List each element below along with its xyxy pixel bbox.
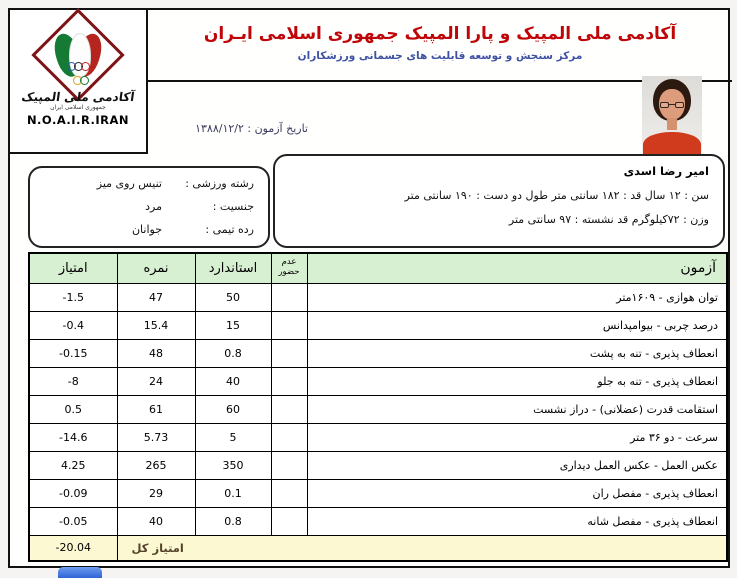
- test-name-cell: انعطاف پذیری - مفصل ران: [307, 479, 727, 507]
- test-name-cell: انعطاف پذیری - تنه به جلو: [307, 367, 727, 395]
- absence-cell: [271, 423, 307, 451]
- standard-cell: 40: [195, 367, 271, 395]
- score-cell: 265: [117, 451, 195, 479]
- column-header-test: آزمون: [307, 253, 727, 283]
- score-cell: 47: [117, 283, 195, 311]
- taskbar-button-fragment[interactable]: [58, 567, 102, 578]
- score-cell: 48: [117, 339, 195, 367]
- test-name-cell: انعطاف پذیری - مفصل شانه: [307, 507, 727, 535]
- table-row: [29, 339, 727, 367]
- page-subtitle: مرکز سنجش و توسعه قابلیت های جسمانی ورزشکاران: [297, 50, 583, 62]
- test-name-cell: توان هوازی - ۱۶۰۹متر: [307, 283, 727, 311]
- field-sport: [38, 177, 254, 190]
- points-cell: -0.15: [29, 339, 117, 367]
- absence-cell: [271, 451, 307, 479]
- table-row: [29, 311, 727, 339]
- field-team-category: [38, 223, 254, 236]
- total-score-value: -20.04: [29, 535, 117, 561]
- logo-latin-acronym: N.O.A.I.R.IRAN: [26, 113, 130, 127]
- score-cell: 40: [117, 507, 195, 535]
- points-cell: 4.25: [29, 451, 117, 479]
- test-results-table: [28, 252, 728, 562]
- standard-cell: 60: [195, 395, 271, 423]
- score-cell: 15.4: [117, 311, 195, 339]
- points-cell: -1.5: [29, 283, 117, 311]
- table-row: [29, 367, 727, 395]
- table-row: [29, 479, 727, 507]
- report-page: [8, 8, 730, 568]
- logo-calligraphy-sub: جمهوری اسلامی ایران: [50, 104, 106, 111]
- standard-cell: 50: [195, 283, 271, 311]
- absence-cell: [271, 311, 307, 339]
- athlete-info-panel: [273, 154, 725, 248]
- field-sport-value: تنیس روی میز: [96, 177, 162, 190]
- test-name-cell: سرعت - دو ۳۶ متر: [307, 423, 727, 451]
- total-row: [29, 535, 727, 561]
- table-row: [29, 395, 727, 423]
- standard-cell: 0.1: [195, 479, 271, 507]
- points-cell: 0.5: [29, 395, 117, 423]
- page-title: آکادمی ملی المپیک و پارا المپیک جمهوری اسلامی ایـران: [203, 24, 677, 44]
- test-name-cell: عکس العمل - عکس العمل دیداری: [307, 451, 727, 479]
- column-header-score: نمره: [117, 253, 195, 283]
- field-sport-label: رشته ورزشی :: [185, 177, 254, 190]
- absence-cell: [271, 283, 307, 311]
- athlete-info-line2: وزن : ۷۲کیلوگرم قد نشسته : ۹۷ سانتی متر: [508, 213, 709, 226]
- test-date-value: ۱۳۸۸/۱۲/۲: [195, 122, 244, 135]
- table-header-row: [29, 253, 727, 283]
- points-cell: -0.4: [29, 311, 117, 339]
- points-cell: -0.05: [29, 507, 117, 535]
- table-row: [29, 507, 727, 535]
- field-gender-value: مرد: [145, 200, 162, 213]
- test-name-cell: انعطاف پذیری - تنه به پشت: [307, 339, 727, 367]
- absence-cell: [271, 339, 307, 367]
- academy-logo: [10, 10, 148, 154]
- score-cell: 5.73: [117, 423, 195, 451]
- test-date: [158, 122, 308, 135]
- athlete-info-line1: سن : ۱۲ سال قد : ۱۸۲ سانتی متر طول دو دست : ۱۹۰ سانتی متر: [404, 189, 709, 202]
- standard-cell: 5: [195, 423, 271, 451]
- points-cell: -8: [29, 367, 117, 395]
- standard-cell: 0.8: [195, 339, 271, 367]
- standard-cell: 350: [195, 451, 271, 479]
- column-header-absence: عدم حضور: [271, 253, 307, 283]
- absence-cell: [271, 395, 307, 423]
- absence-cell: [271, 507, 307, 535]
- points-cell: -14.6: [29, 423, 117, 451]
- registration-fields-panel: [28, 166, 270, 248]
- header: [148, 10, 732, 82]
- score-cell: 24: [117, 367, 195, 395]
- test-table-body: [29, 283, 727, 535]
- absence-cell: [271, 367, 307, 395]
- photo-neck: [667, 118, 677, 130]
- athlete-name: امیر رضا اسدی: [623, 164, 709, 178]
- points-cell: -0.09: [29, 479, 117, 507]
- test-date-label: تاریخ آزمون :: [247, 122, 308, 135]
- field-team-category-value: جوانان: [131, 223, 162, 236]
- standard-cell: 15: [195, 311, 271, 339]
- absence-cell: [271, 479, 307, 507]
- column-header-standard: استاندارد: [195, 253, 271, 283]
- olympic-rings-icon: [61, 55, 95, 88]
- standard-cell: 0.8: [195, 507, 271, 535]
- score-cell: 29: [117, 479, 195, 507]
- field-gender-label: جنسیت :: [212, 200, 254, 213]
- total-score-label: امتیاز کل: [117, 535, 727, 561]
- score-cell: 61: [117, 395, 195, 423]
- table-row: [29, 283, 727, 311]
- glasses-icon: [660, 102, 684, 109]
- athlete-photo: [642, 76, 702, 158]
- field-gender: [38, 200, 254, 213]
- table-row: [29, 451, 727, 479]
- olympic-academy-emblem-icon: [31, 8, 124, 101]
- field-team-category-label: رده تیمی :: [205, 223, 254, 236]
- test-name-cell: استقامت قدرت (عضلانی) - دراز نشست: [307, 395, 727, 423]
- column-header-points: امتیاز: [29, 253, 117, 283]
- test-name-cell: درصد چربی - بیوامپدانس: [307, 311, 727, 339]
- table-row: [29, 423, 727, 451]
- logo-calligraphy: آکادمی ملی المپیک: [20, 90, 136, 104]
